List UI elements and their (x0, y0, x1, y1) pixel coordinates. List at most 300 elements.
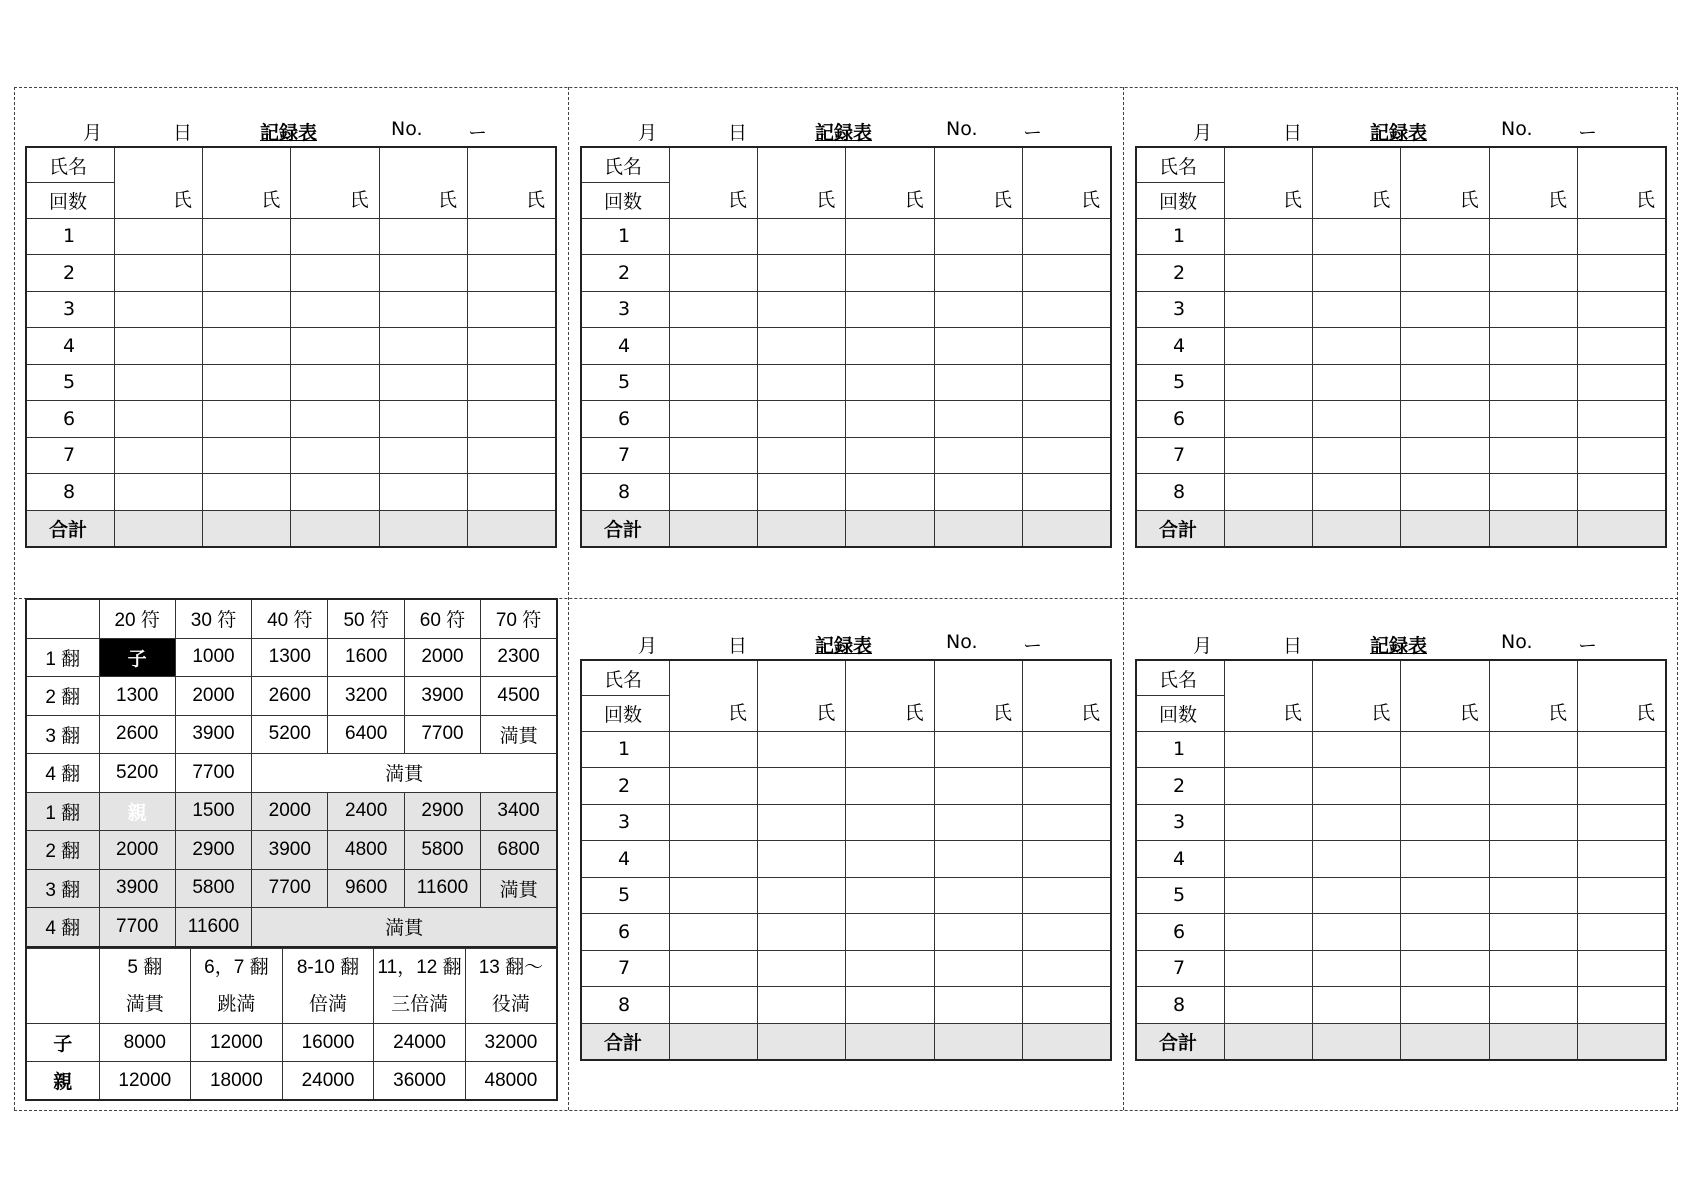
score-cell[interactable] (1224, 437, 1312, 474)
score-cell[interactable] (1489, 474, 1577, 511)
limit-cell: 8000 (99, 1024, 191, 1062)
total-cell[interactable] (1224, 510, 1312, 547)
round-number: 5 (26, 364, 114, 401)
score-cell[interactable] (934, 218, 1022, 255)
score-cell[interactable] (1578, 841, 1666, 878)
total-row (1136, 510, 1666, 547)
score-cell[interactable] (1578, 914, 1666, 951)
score-cell[interactable] (846, 987, 934, 1024)
score-cell[interactable] (1401, 291, 1489, 328)
score-cell[interactable] (468, 364, 556, 401)
score-cell[interactable] (934, 841, 1022, 878)
score-cell[interactable] (757, 914, 845, 951)
score-cell[interactable] (1224, 914, 1312, 951)
score-cell[interactable] (1023, 804, 1111, 841)
score-cell[interactable] (1489, 255, 1577, 292)
score-cell[interactable] (669, 804, 757, 841)
round-number: 2 (581, 768, 669, 805)
score-cell[interactable] (1578, 804, 1666, 841)
score-cell[interactable] (934, 474, 1022, 511)
score-cell[interactable] (114, 218, 202, 255)
score-cell[interactable] (1489, 401, 1577, 438)
score-cell[interactable] (114, 474, 202, 511)
score-cell[interactable] (202, 474, 290, 511)
total-cell[interactable] (1023, 1023, 1111, 1060)
score-cell[interactable] (291, 328, 379, 365)
score-cell[interactable] (114, 255, 202, 292)
score-cell[interactable] (846, 841, 934, 878)
name-suffix: 氏 (1080, 188, 1100, 211)
name-suffix: 氏 (349, 188, 369, 211)
score-cell[interactable] (114, 364, 202, 401)
score-cell[interactable] (934, 401, 1022, 438)
score-cell[interactable] (291, 364, 379, 401)
score-cell[interactable] (1489, 218, 1577, 255)
score-cell[interactable] (1489, 987, 1577, 1024)
score-cell[interactable] (846, 731, 934, 768)
score-cell[interactable] (669, 328, 757, 365)
limit-cell: 24000 (374, 1024, 466, 1062)
player-name-field[interactable] (1401, 147, 1489, 218)
score-cell[interactable] (757, 364, 845, 401)
score-cell[interactable] (1224, 987, 1312, 1024)
round-row (1136, 291, 1666, 328)
player-name-field[interactable] (202, 147, 290, 218)
score-cell[interactable] (1578, 731, 1666, 768)
score-cell[interactable] (757, 987, 845, 1024)
score-cell[interactable] (934, 731, 1022, 768)
player-name-field[interactable] (1401, 660, 1489, 731)
score-cell[interactable] (1578, 877, 1666, 914)
player-name-field[interactable] (1489, 147, 1577, 218)
score-cell[interactable] (846, 401, 934, 438)
score-cell[interactable] (1401, 328, 1489, 365)
score-cell[interactable] (1224, 731, 1312, 768)
total-cell[interactable] (846, 1023, 934, 1060)
score-cell[interactable] (379, 437, 467, 474)
score-cell[interactable] (468, 291, 556, 328)
total-cell[interactable] (934, 1023, 1022, 1060)
total-cell[interactable] (1578, 510, 1666, 547)
score-cell[interactable] (846, 950, 934, 987)
score-cell[interactable] (1489, 328, 1577, 365)
score-cell[interactable] (202, 218, 290, 255)
score-cell[interactable] (669, 731, 757, 768)
round-row (581, 877, 1111, 914)
score-cell[interactable] (757, 804, 845, 841)
score-cell[interactable] (1578, 364, 1666, 401)
score-cell[interactable] (1489, 364, 1577, 401)
point-cell: 2600 (252, 677, 328, 716)
player-name-field[interactable] (1224, 660, 1312, 731)
score-cell[interactable] (379, 255, 467, 292)
score-cell[interactable] (1224, 364, 1312, 401)
parent-row-1 (26, 792, 557, 831)
score-cell[interactable] (1401, 401, 1489, 438)
round-number: 4 (26, 328, 114, 365)
score-cell[interactable] (669, 914, 757, 951)
score-cell[interactable] (1224, 218, 1312, 255)
score-cell[interactable] (757, 255, 845, 292)
total-cell[interactable] (291, 510, 379, 547)
score-cell[interactable] (1578, 255, 1666, 292)
player-name-field[interactable] (757, 147, 845, 218)
total-cell[interactable] (757, 1023, 845, 1060)
score-cell[interactable] (1401, 474, 1489, 511)
score-cell[interactable] (846, 437, 934, 474)
player-name-field[interactable] (1578, 147, 1666, 218)
score-cell[interactable] (846, 877, 934, 914)
score-cell[interactable] (934, 914, 1022, 951)
score-cell[interactable] (468, 255, 556, 292)
score-cell[interactable] (1023, 987, 1111, 1024)
score-cell[interactable] (757, 218, 845, 255)
score-cell[interactable] (1023, 914, 1111, 951)
total-cell[interactable] (379, 510, 467, 547)
score-cell[interactable] (1401, 437, 1489, 474)
score-cell[interactable] (1578, 987, 1666, 1024)
score-cell[interactable] (202, 437, 290, 474)
score-cell[interactable] (757, 950, 845, 987)
player-name-field[interactable] (1312, 147, 1400, 218)
score-cell[interactable] (934, 768, 1022, 805)
score-cell[interactable] (1224, 255, 1312, 292)
score-cell[interactable] (757, 291, 845, 328)
score-cell[interactable] (1401, 914, 1489, 951)
score-cell[interactable] (379, 364, 467, 401)
score-cell[interactable] (1224, 950, 1312, 987)
score-cell[interactable] (468, 437, 556, 474)
score-cell[interactable] (1489, 437, 1577, 474)
limit-header: 6，7 翻 跳満 (191, 949, 283, 1024)
score-cell[interactable] (669, 474, 757, 511)
score-cell[interactable] (1401, 364, 1489, 401)
score-cell[interactable] (468, 474, 556, 511)
score-cell[interactable] (379, 291, 467, 328)
score-cell[interactable] (669, 877, 757, 914)
score-cell[interactable] (1023, 731, 1111, 768)
round-row (26, 474, 556, 511)
player-name-field[interactable] (1312, 660, 1400, 731)
player-name-field[interactable] (934, 660, 1022, 731)
total-cell[interactable] (1312, 1023, 1400, 1060)
score-cell[interactable] (1023, 437, 1111, 474)
total-cell[interactable] (468, 510, 556, 547)
score-cell[interactable] (1312, 474, 1400, 511)
score-cell[interactable] (934, 804, 1022, 841)
score-cell[interactable] (1578, 768, 1666, 805)
score-cell[interactable] (1224, 291, 1312, 328)
total-cell[interactable] (846, 510, 934, 547)
score-cell[interactable] (1312, 291, 1400, 328)
score-cell[interactable] (669, 255, 757, 292)
child-row-4 (26, 754, 557, 793)
score-cell[interactable] (757, 328, 845, 365)
score-cell[interactable] (1578, 291, 1666, 328)
score-cell[interactable] (468, 401, 556, 438)
score-cell[interactable] (1489, 841, 1577, 878)
score-cell[interactable] (379, 474, 467, 511)
score-cell[interactable] (934, 877, 1022, 914)
score-cell[interactable] (1489, 950, 1577, 987)
score-cell[interactable] (1023, 401, 1111, 438)
total-cell[interactable] (1312, 510, 1400, 547)
score-cell[interactable] (1023, 877, 1111, 914)
score-cell[interactable] (1401, 731, 1489, 768)
score-cell[interactable] (1023, 328, 1111, 365)
score-cell[interactable] (846, 768, 934, 805)
score-cell[interactable] (202, 255, 290, 292)
total-cell[interactable] (202, 510, 290, 547)
score-cell[interactable] (114, 437, 202, 474)
score-cell[interactable] (379, 401, 467, 438)
player-name-field[interactable] (1578, 660, 1666, 731)
limit-cell: 12000 (99, 1062, 191, 1101)
score-cell[interactable] (291, 474, 379, 511)
total-row (581, 1023, 1111, 1060)
round-number: 7 (1136, 950, 1224, 987)
player-name-field[interactable] (468, 147, 556, 218)
limit-header-row (26, 949, 557, 1024)
total-cell[interactable] (1578, 1023, 1666, 1060)
score-cell[interactable] (1224, 768, 1312, 805)
player-name-field[interactable] (114, 147, 202, 218)
total-cell[interactable] (1224, 1023, 1312, 1060)
score-cell[interactable] (846, 804, 934, 841)
score-cell[interactable] (1489, 731, 1577, 768)
name-suffix: 氏 (1371, 188, 1391, 211)
total-row (581, 510, 1111, 547)
score-cell[interactable] (1578, 950, 1666, 987)
month-label: 月 (638, 635, 658, 657)
score-cell[interactable] (1312, 218, 1400, 255)
score-cell[interactable] (1578, 328, 1666, 365)
round-number: 5 (1136, 364, 1224, 401)
score-cell[interactable] (669, 364, 757, 401)
score-cell[interactable] (669, 950, 757, 987)
score-cell[interactable] (1224, 877, 1312, 914)
total-cell[interactable] (1023, 510, 1111, 547)
score-cell[interactable] (114, 291, 202, 328)
player-name-field[interactable] (846, 147, 934, 218)
score-cell[interactable] (757, 768, 845, 805)
player-name-field[interactable] (1489, 660, 1577, 731)
name-suffix: 氏 (172, 188, 192, 211)
point-cell: 7700 (175, 754, 251, 793)
score-cell[interactable] (1312, 804, 1400, 841)
player-name-field[interactable] (757, 660, 845, 731)
score-cell[interactable] (934, 950, 1022, 987)
child-row-3 (26, 715, 557, 754)
round-row (1136, 364, 1666, 401)
score-cell[interactable] (669, 437, 757, 474)
score-cell[interactable] (114, 401, 202, 438)
score-cell[interactable] (1312, 437, 1400, 474)
player-name-field[interactable] (934, 147, 1022, 218)
total-cell[interactable] (757, 510, 845, 547)
score-cell[interactable] (1401, 218, 1489, 255)
score-cell[interactable] (1224, 328, 1312, 365)
score-cell[interactable] (934, 987, 1022, 1024)
score-cell[interactable] (1312, 731, 1400, 768)
score-cell[interactable] (669, 841, 757, 878)
score-cell[interactable] (1023, 841, 1111, 878)
point-cell: 3900 (175, 715, 251, 754)
score-cell[interactable] (1489, 914, 1577, 951)
score-cell[interactable] (846, 218, 934, 255)
score-cell[interactable] (379, 328, 467, 365)
player-name-field[interactable] (1023, 147, 1111, 218)
player-name-field[interactable] (1224, 147, 1312, 218)
score-cell[interactable] (1401, 877, 1489, 914)
score-cell[interactable] (1578, 437, 1666, 474)
score-cell[interactable] (846, 474, 934, 511)
score-cell[interactable] (1489, 291, 1577, 328)
round-number: 7 (26, 437, 114, 474)
score-cell[interactable] (1401, 804, 1489, 841)
player-name-field[interactable] (846, 660, 934, 731)
score-cell[interactable] (846, 255, 934, 292)
score-cell[interactable] (1312, 255, 1400, 292)
score-cell[interactable] (934, 364, 1022, 401)
score-cell[interactable] (468, 218, 556, 255)
score-cell[interactable] (379, 218, 467, 255)
score-cell[interactable] (846, 291, 934, 328)
score-cell[interactable] (669, 291, 757, 328)
point-cell: 11600 (404, 869, 480, 908)
score-cell[interactable] (757, 877, 845, 914)
day-label: 日 (173, 122, 193, 144)
round-number: 8 (581, 987, 669, 1024)
score-cell[interactable] (1578, 474, 1666, 511)
score-cell[interactable] (202, 401, 290, 438)
score-cell[interactable] (1312, 364, 1400, 401)
han-label: 3 翻 (26, 869, 99, 908)
player-name-field[interactable] (379, 147, 467, 218)
round-row (581, 768, 1111, 805)
score-cell[interactable] (1401, 950, 1489, 987)
score-cell[interactable] (1312, 328, 1400, 365)
score-cell[interactable] (1312, 950, 1400, 987)
total-cell[interactable] (1489, 510, 1577, 547)
score-cell[interactable] (1023, 474, 1111, 511)
score-cell[interactable] (846, 328, 934, 365)
score-cell[interactable] (934, 291, 1022, 328)
score-cell[interactable] (846, 364, 934, 401)
score-cell[interactable] (1578, 401, 1666, 438)
name-suffix: 氏 (1282, 701, 1302, 724)
total-cell[interactable] (1401, 510, 1489, 547)
score-cell[interactable] (1224, 841, 1312, 878)
total-cell[interactable] (669, 1023, 757, 1060)
score-cell[interactable] (291, 255, 379, 292)
total-cell[interactable] (114, 510, 202, 547)
score-cell[interactable] (1224, 401, 1312, 438)
sheet-header (1135, 118, 1667, 146)
score-cell[interactable] (114, 328, 202, 365)
player-name-field[interactable] (669, 147, 757, 218)
child-label: 子 (26, 1024, 99, 1062)
total-cell[interactable] (669, 510, 757, 547)
score-cell[interactable] (1312, 401, 1400, 438)
score-cell[interactable] (757, 731, 845, 768)
player-name-field[interactable] (669, 660, 757, 731)
cut-line-top (14, 87, 1678, 88)
score-cell[interactable] (1312, 841, 1400, 878)
score-cell[interactable] (757, 841, 845, 878)
score-cell[interactable] (669, 401, 757, 438)
score-cell[interactable] (1489, 804, 1577, 841)
total-label: 合計 (26, 510, 114, 547)
score-cell[interactable] (291, 437, 379, 474)
score-cell[interactable] (202, 291, 290, 328)
score-cell[interactable] (291, 218, 379, 255)
score-cell[interactable] (1312, 877, 1400, 914)
score-cell[interactable] (757, 474, 845, 511)
point-cell: 3900 (404, 677, 480, 716)
score-cell[interactable] (1023, 218, 1111, 255)
round-row (581, 255, 1111, 292)
fu-header-row (26, 599, 557, 638)
score-cell[interactable] (1224, 804, 1312, 841)
score-cell[interactable] (291, 401, 379, 438)
score-cell[interactable] (1489, 768, 1577, 805)
score-cell[interactable] (291, 291, 379, 328)
score-cell[interactable] (1401, 987, 1489, 1024)
record-sheet (580, 631, 1112, 1061)
score-cell[interactable] (1312, 987, 1400, 1024)
score-cell[interactable] (934, 328, 1022, 365)
score-cell[interactable] (1023, 291, 1111, 328)
score-cell[interactable] (934, 437, 1022, 474)
score-cell[interactable] (1023, 768, 1111, 805)
round-row (581, 950, 1111, 987)
score-cell[interactable] (669, 987, 757, 1024)
score-cell[interactable] (846, 914, 934, 951)
score-cell[interactable] (669, 768, 757, 805)
score-cell[interactable] (1312, 768, 1400, 805)
cut-line-col2 (1123, 87, 1124, 1110)
score-cell[interactable] (934, 255, 1022, 292)
score-cell[interactable] (757, 437, 845, 474)
score-cell[interactable] (1312, 914, 1400, 951)
score-cell[interactable] (1023, 950, 1111, 987)
score-cell[interactable] (1401, 255, 1489, 292)
count-label: 回数 (26, 183, 114, 219)
score-cell[interactable] (1023, 255, 1111, 292)
total-cell[interactable] (1401, 1023, 1489, 1060)
score-cell[interactable] (1023, 364, 1111, 401)
point-cell: 7700 (404, 715, 480, 754)
round-number: 1 (26, 218, 114, 255)
limit-hands-table (25, 948, 558, 1101)
score-cell[interactable] (1224, 474, 1312, 511)
player-name-field[interactable] (291, 147, 379, 218)
score-cell[interactable] (1401, 841, 1489, 878)
total-cell[interactable] (934, 510, 1022, 547)
round-number: 6 (26, 401, 114, 438)
score-cell[interactable] (1401, 768, 1489, 805)
score-cell[interactable] (1489, 877, 1577, 914)
score-cell[interactable] (468, 328, 556, 365)
score-cell[interactable] (1578, 218, 1666, 255)
player-name-field[interactable] (1023, 660, 1111, 731)
score-cell[interactable] (202, 364, 290, 401)
score-cell[interactable] (669, 218, 757, 255)
score-cell[interactable] (202, 328, 290, 365)
total-cell[interactable] (1489, 1023, 1577, 1060)
score-cell[interactable] (757, 401, 845, 438)
